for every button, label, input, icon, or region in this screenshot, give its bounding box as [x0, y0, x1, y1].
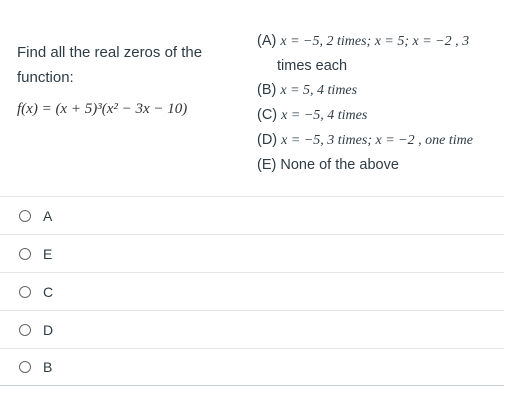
- answer-label[interactable]: A: [43, 207, 53, 224]
- radio-button[interactable]: [19, 361, 31, 373]
- choice-a: [257, 29, 503, 54]
- choices-list: [257, 29, 503, 177]
- choice-e: [257, 153, 503, 177]
- answer-label[interactable]: E: [43, 245, 53, 262]
- choice-letter: (D): [257, 132, 278, 148]
- choice-c: [257, 103, 503, 128]
- choice-text: x = −5, 2 times; x = 5; x = −2 , 3: [280, 34, 470, 49]
- choice-b: [257, 78, 503, 103]
- question-formula: f(x) = (x + 5)³(x² − 3x − 10): [17, 101, 188, 117]
- answer-option-d[interactable]: [0, 310, 504, 348]
- choice-text: None of the above: [280, 157, 399, 173]
- answer-label[interactable]: D: [43, 321, 54, 338]
- answer-option-a[interactable]: [0, 196, 504, 234]
- choice-letter: (E): [257, 157, 277, 173]
- choice-letter: (B): [257, 82, 277, 98]
- choice-d: [257, 128, 503, 153]
- question-text: Find all the real zeros of the function:: [17, 44, 203, 86]
- radio-button[interactable]: [19, 210, 31, 222]
- choice-a-continuation: times each: [277, 58, 348, 74]
- answer-label[interactable]: C: [43, 283, 54, 300]
- choice-letter: (C): [257, 107, 278, 123]
- choice-text: x = −5, 3 times; x = −2 , one time: [281, 133, 473, 148]
- choice-text: x = −5, 4 times: [281, 108, 368, 123]
- radio-button[interactable]: [19, 248, 31, 260]
- answer-label[interactable]: B: [43, 359, 53, 375]
- radio-button[interactable]: [19, 286, 31, 298]
- answer-options: [0, 196, 504, 386]
- answer-option-b[interactable]: [0, 348, 504, 386]
- choice-text: x = 5, 4 times: [280, 83, 358, 98]
- radio-button[interactable]: [19, 324, 31, 336]
- choice-letter: (A): [257, 33, 277, 49]
- answer-option-c[interactable]: [0, 272, 504, 310]
- answer-option-e[interactable]: [0, 234, 504, 272]
